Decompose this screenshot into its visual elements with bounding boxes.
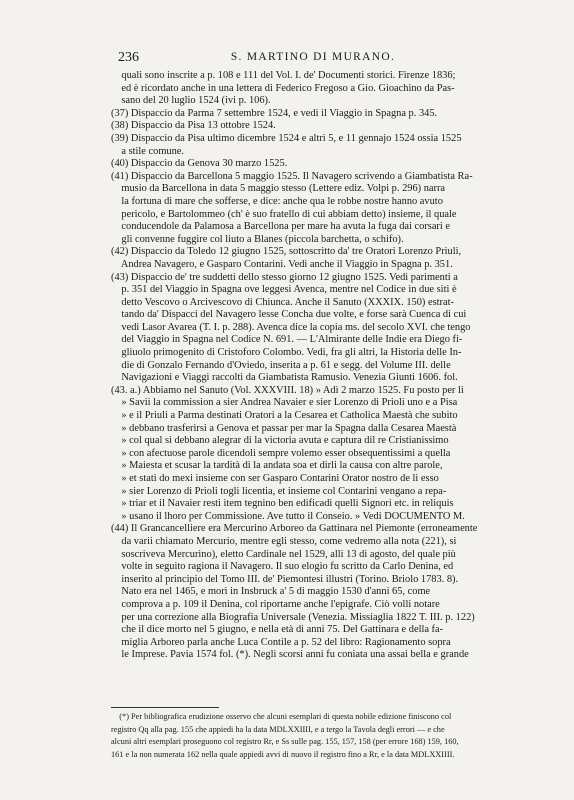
- text-line: » et stati do mexi insieme con ser Gasparo Contarini Orator nostro de li esso: [111, 473, 439, 484]
- notes-body: [111, 70, 555, 662]
- footnote-line: (*) Per bibliografica erudizione osservo che alcuni esemplari di questa nobile edizione finiscono col: [111, 712, 452, 721]
- footnote-line: registro Qq alla pag. 155 che appiedi ha la data MDLXXIIII, e a tergo la Tavola degli errori — e che: [111, 724, 445, 734]
- text-line: » con afectuose parole dicendoli sempre volemo esser obsequentissimi a quella: [111, 447, 451, 459]
- text-line: gli convenne fuggire col liuto a Blanes (piccola barchetta, o schifo).: [111, 233, 404, 245]
- text-line: (41) Dispaccio da Barcellona 5 maggio 1525. Il Navagero scrivendo a Giambatista Ra-: [111, 170, 473, 182]
- text-line: pericolo, e Bartolommeo (ch' è suo fratello di cui abbiam detto) insieme, il quale: [111, 208, 457, 220]
- text-line: (38) Dispaccio da Pisa 13 ottobre 1524.: [111, 120, 276, 132]
- text-line: volte in seguito ragiona il Navagero. Il suo elogio fu scritto da Carlo Denina, ed: [111, 561, 454, 573]
- text-line: » usano il lhoro per Commissione. Ave tutto il Conseio. » Vedi DOCUMENTO M.: [111, 510, 465, 522]
- text-line: » sier Lorenzo di Prioli togli licentia, et insieme col Contarini vengano a repa-: [111, 485, 447, 497]
- text-line: (39) Dispaccio da Pisa ultimo dicembre 1524 e altri 5, e 11 gennajo 1524 ossia 1525: [111, 132, 462, 144]
- footnote-line: alcuni altri esemplari proseguono col registro Rr, e Ss sulle pag. 155, 157, 158 (per errore 168) 159, 160,: [111, 737, 459, 747]
- text-line: inserito al principio del Tomo III. de' Piemontesi illustri (Torino. Briolo 1783. 8).: [111, 573, 459, 585]
- text-line: gliuolo primogenito di Cristoforo Colombo. Vedi, fra gli altri, la Historia delle In-: [111, 347, 462, 359]
- text-line: » Savii la commission a sier Andrea Navaier e sier Lorenzo di Prioli uno e a Pisa: [111, 397, 458, 409]
- text-line: (42) Dispaccio da Toledo 12 giugno 1525, sottoscritto da' tre Oratori Lorenzo Priuli,: [111, 246, 462, 258]
- footnote-line: 161 e la non numerata 162 nella quale appiedi avvi di nuovo il registro fino a Rr, e la data MDLXXIIII.: [111, 749, 455, 759]
- text-line: (37) Dispaccio da Parma 7 settembre 1524, e vedi il Viaggio in Spagna p. 345.: [111, 107, 438, 119]
- text-line: » Maiesta et scusar la tardità di la andata soa et dirli la causa con altre parole,: [111, 460, 443, 472]
- text-line: del Viaggio in Spagna nel Codice N. 691. — L'Almirante delle Indie era Diego fi-: [111, 334, 463, 346]
- text-line: le Imprese. Pavia 1574 fol. (*). Negli scorsi anni fu coniata una assai bella e grande: [111, 649, 469, 661]
- text-line: (40) Dispaccio da Genova 30 marzo 1525.: [111, 158, 288, 170]
- text-line: (44) Il Grancancelliere era Mercurino Arboreo da Gattinara nel Piemonte (erroneamente: [111, 523, 478, 535]
- text-line: tando da' Dispacci del Navagero lesse Concha due volte, e forse sarà Cuenca di cui: [111, 309, 467, 321]
- text-line: » col qual si debbano alegrar di la victoria avuta e captura dil re Cristianissimo: [111, 435, 449, 447]
- text-line: soscriveva Mercurino), eletto Cardinale nel 1529, alli 13 di agosto, del quale più: [111, 548, 456, 560]
- text-line: quali sono inscrite a p. 108 e 111 del Vol. I. de' Documenti storici. Firenze 1836;: [111, 70, 456, 81]
- text-line: p. 351 del Viaggio in Spagna ove leggesi Avenca, mentre nel Codice in due siti è: [111, 284, 457, 296]
- text-line: » e il Priuli a Parma destinati Oratori a la Cesarea et Catholica Maestà che subito: [111, 410, 458, 422]
- text-line: Nato era nel 1465, e morì in Insbruck a' 5 di maggio 1530 d'anni 65, come: [111, 586, 431, 598]
- page-number: 236: [118, 50, 139, 65]
- text-line: (43. a.) Abbiamo nel Sanuto (Vol. XXXVIII. 18) » Adì 2 marzo 1525. Fu posto per li: [111, 384, 464, 396]
- running-title: S. MARTINO DI MURANO.: [230, 51, 396, 63]
- text-line: Navigazioni e Viaggi raccolti da Giambatista Ramusio. Venezia Giunti 1606. fol.: [111, 372, 458, 384]
- text-line: detto Vescovo o Arcivescovo di Chiunca. Anche il Sanuto (XXXIX. 150) estrat-: [111, 296, 454, 308]
- text-line: comprova a p. 109 il Denina, col riportarne anche l'epigrafe. Ciò volli notare: [111, 598, 440, 610]
- page-header: [118, 50, 508, 66]
- text-line: miglia Arboreo parla anche Luca Contile a p. 52 del libro: Ragionamento sopra: [111, 636, 451, 648]
- text-line: die di Gonzalo Fernando d'Oviedo, inserita a p. 61 e segg. del Volume III. delle: [111, 359, 451, 371]
- text-line: a stile comune.: [111, 145, 185, 157]
- text-line: » debbano trasferirsi a Genova et passar per mar la Spagna dalla Cesarea Maestà: [111, 422, 457, 434]
- text-line: (43) Dispaccio de' tre suddetti dello stesso giorno 12 giugno 1525. Vedi parimenti a: [111, 271, 458, 283]
- text-line: vedi Lasor Avarea (T. I. p. 288). Avenca dice la copia ms. del secolo XVI. che tengo: [111, 321, 471, 333]
- text-line: che il dice morto nel 5 giugno, e nella età di anni 75. Del Gattinara e della fa-: [111, 624, 444, 636]
- text-line: Andrea Navagero, e Gasparo Contarini. Vedi anche il Viaggio in Spagna p. 351.: [111, 258, 453, 270]
- text-line: » triar et il Navaier resti item tegnino ben edificadi quelli Signori etc. in reliquis: [111, 498, 454, 510]
- text-line: conducendole da Palamosa a Barcellona per mare ha avuta la fuga dai corsari e: [111, 221, 450, 233]
- text-line: sano del 20 luglio 1524 (ivi p. 106).: [111, 95, 271, 107]
- text-line: ed è ricordato anche in una lettera di Federico Fregoso a Gio. Gioachino da Pas-: [111, 82, 455, 94]
- text-line: da varii chiamato Mercurio, mentre egli stesso, come vedremo alla nota (221), si: [111, 535, 457, 547]
- text-line: musio da Barcellona in data 5 maggio stesso (Lettere ediz. Volpi p. 296) narra: [111, 183, 446, 195]
- text-line: la fortuna di mare che sofferse, e dice: anche qua le robbe nostre hanno avuto: [111, 195, 443, 207]
- text-line: per una correzione alla Biografia Universale (Venezia. Missiaglia 1822 T. III. p. 122): [111, 611, 475, 623]
- footnote: [111, 712, 555, 762]
- footnote-rule: [111, 707, 219, 708]
